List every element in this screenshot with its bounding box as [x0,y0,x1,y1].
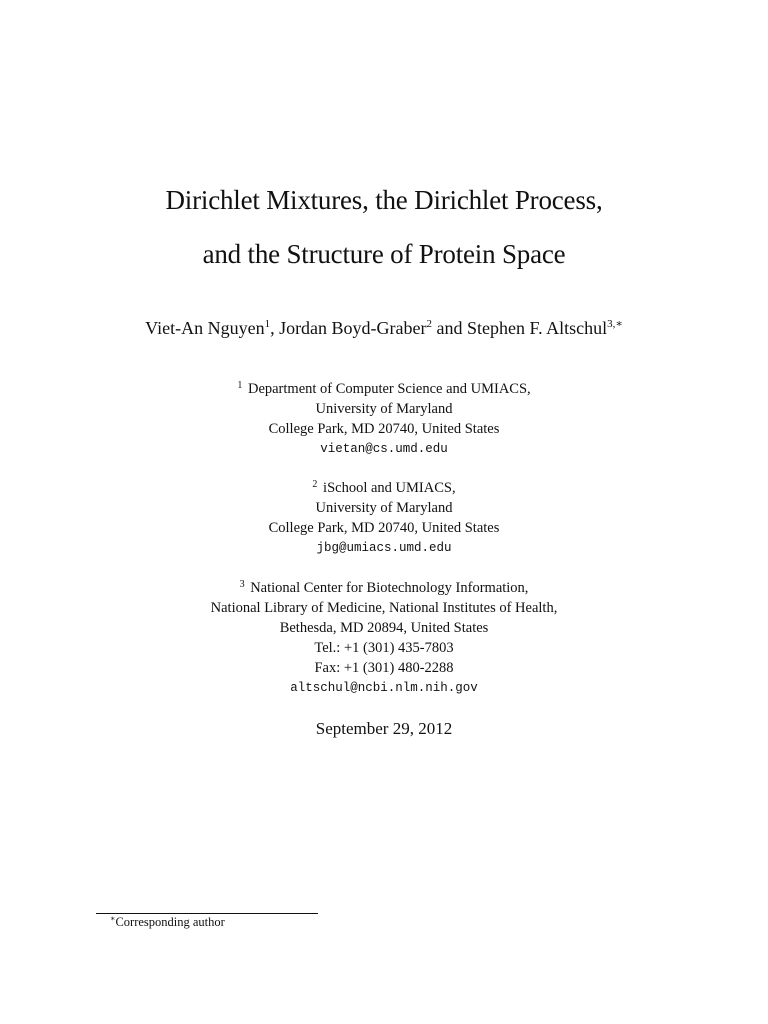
affiliation-text: Department of Computer Science and UMIACS, [247,381,531,397]
publication-date: September 29, 2012 [315,719,453,738]
affiliation-line [0,578,768,598]
affiliation-block-1 [0,379,768,459]
author-name: Jordan Boyd-Graber [279,318,427,338]
author-list [0,318,768,339]
footnote-rule [96,913,318,914]
affiliation-block-2 [0,478,768,558]
phone-number: Tel.: +1 (301) 435-7803 [314,640,454,656]
affiliation-line: University of Maryland [315,500,453,516]
author-separator: , [270,318,280,338]
affiliation-mark: 1 [237,380,243,391]
author-name: Viet-An Nguyen [145,318,265,338]
author-affiliation-mark: 1 [264,318,271,330]
affiliation-text: iSchool and UMIACS, [323,480,456,496]
affiliation-line: College Park, MD 20740, United States [268,421,500,437]
email-address: jbg@umiacs.umd.edu [316,541,452,555]
paper-title-line-1: Dirichlet Mixtures, the Dirichlet Process, [165,185,603,215]
affiliation-block-3 [0,578,768,698]
author-separator: and [432,318,468,338]
paper-title-line-2: and the Structure of Protein Space [202,239,566,269]
affiliation-mark: 3 [239,579,245,590]
fax-number: Fax: +1 (301) 480-2288 [314,660,454,676]
footnote [110,915,225,930]
author-affiliation-mark: 3,∗ [607,318,623,330]
author-affiliation-mark: 2 [426,318,433,330]
affiliation-line: College Park, MD 20740, United States [268,520,500,536]
author-name: Stephen F. Altschul [467,318,608,338]
affiliation-line: University of Maryland [315,401,453,417]
email-address: altschul@ncbi.nlm.nih.gov [290,681,478,695]
footnote-text: Corresponding author [115,915,225,929]
footnote-mark: ∗ [110,914,116,923]
affiliation-line [0,478,768,498]
affiliation-line: Bethesda, MD 20894, United States [279,620,489,636]
affiliation-line [0,379,768,399]
email-address: vietan@cs.umd.edu [320,442,448,456]
affiliation-text: National Center for Biotechnology Information, [250,580,529,596]
affiliation-mark: 2 [312,479,318,490]
affiliation-line: National Library of Medicine, National Institutes of Health, [210,600,558,616]
